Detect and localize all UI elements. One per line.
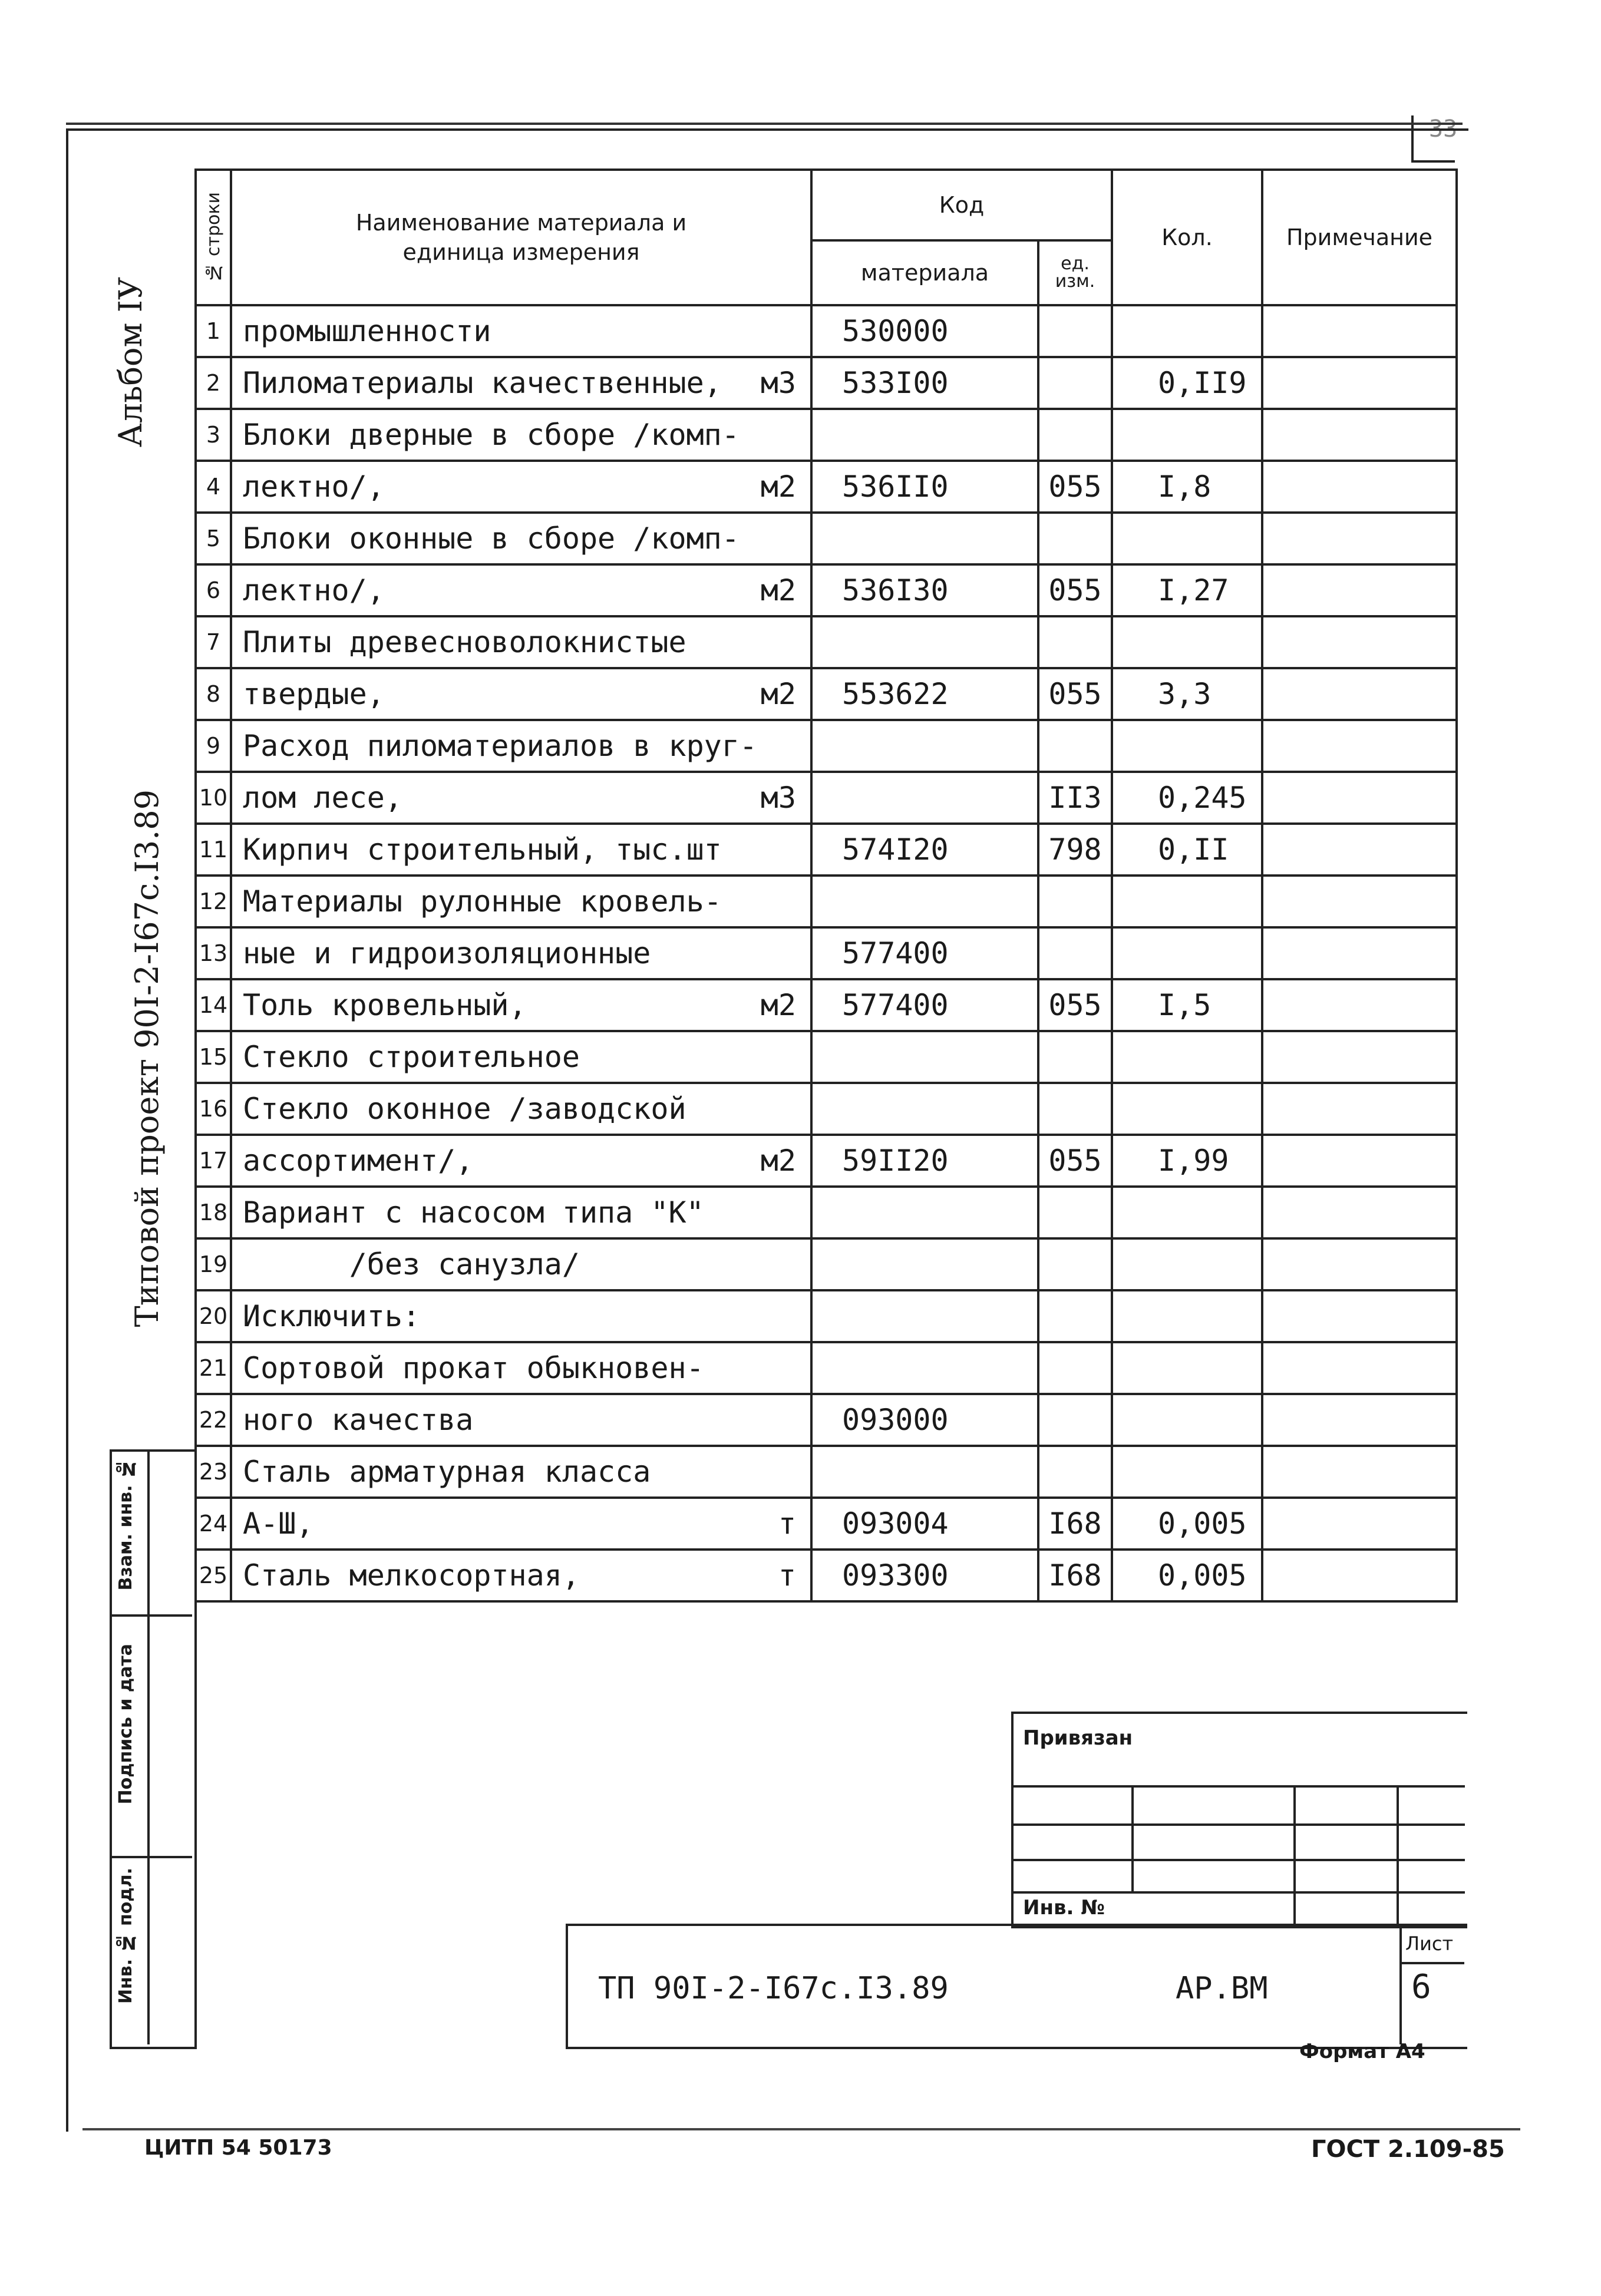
quantity xyxy=(1112,1083,1262,1135)
material-code xyxy=(811,1290,1038,1342)
material-name: Толь кровельный, xyxy=(243,988,527,1022)
table-row xyxy=(196,513,1457,564)
side-stamp-inner-line xyxy=(147,1449,150,2044)
material-code: 093004 xyxy=(811,1498,1038,1550)
material-name-cell xyxy=(231,927,811,979)
note xyxy=(1262,357,1457,409)
footer-rule xyxy=(82,2128,1520,2130)
note xyxy=(1262,772,1457,824)
table-row xyxy=(196,1135,1457,1187)
footer-left: ЦИТП 54 50173 xyxy=(144,2136,332,2160)
note xyxy=(1262,409,1457,461)
note xyxy=(1262,668,1457,720)
note xyxy=(1262,876,1457,927)
inv-no-label: Инв. № xyxy=(1023,1896,1105,1920)
unit-code xyxy=(1038,1187,1112,1238)
row-number: 8 xyxy=(196,668,231,720)
table-row xyxy=(196,409,1457,461)
unit-code: II3 xyxy=(1038,772,1112,824)
material-code xyxy=(811,720,1038,772)
material-name: промышленности xyxy=(243,314,491,348)
unit-code xyxy=(1038,1342,1112,1394)
quantity xyxy=(1112,1394,1262,1446)
material-name-cell xyxy=(231,772,811,824)
quantity: 0,245 xyxy=(1112,772,1262,824)
material-name: Блоки дверные в сборе /комп- xyxy=(243,418,740,452)
unit-code: 055 xyxy=(1038,979,1112,1031)
privyazan-vline-2 xyxy=(1293,1785,1296,1924)
side-stamp-divider-1 xyxy=(110,1614,192,1617)
table-row xyxy=(196,1083,1457,1135)
note xyxy=(1262,1550,1457,1601)
quantity: 0,005 xyxy=(1112,1498,1262,1550)
material-unit: м3 xyxy=(760,366,796,400)
note xyxy=(1262,824,1457,876)
material-code: 533I00 xyxy=(811,357,1038,409)
header-row-no: № строки xyxy=(196,170,231,305)
sheet-number-divider xyxy=(1399,1924,1402,2044)
quantity: I,27 xyxy=(1112,564,1262,616)
material-name: /без санузла/ xyxy=(243,1247,580,1281)
table-row xyxy=(196,979,1457,1031)
note xyxy=(1262,305,1457,357)
row-number: 1 xyxy=(196,305,231,357)
material-name: ные и гидроизоляционные xyxy=(243,936,651,970)
material-name: Пиломатериалы качественные, xyxy=(243,366,722,400)
material-name-cell xyxy=(231,461,811,513)
material-name: Вариант с насосом типа "К" xyxy=(243,1195,704,1230)
note xyxy=(1262,979,1457,1031)
quantity xyxy=(1112,409,1262,461)
material-name-cell xyxy=(231,1446,811,1498)
table-row xyxy=(196,1187,1457,1238)
quantity xyxy=(1112,720,1262,772)
row-number: 4 xyxy=(196,461,231,513)
material-name-cell xyxy=(231,357,811,409)
row-number: 21 xyxy=(196,1342,231,1394)
row-number: 5 xyxy=(196,513,231,564)
unit-code xyxy=(1038,305,1112,357)
table-row xyxy=(196,876,1457,927)
material-name-cell xyxy=(231,1498,811,1550)
table-row xyxy=(196,564,1457,616)
table-row xyxy=(196,357,1457,409)
material-code xyxy=(811,1031,1038,1083)
material-code xyxy=(811,1342,1038,1394)
quantity: 0,II xyxy=(1112,824,1262,876)
note xyxy=(1262,564,1457,616)
table-row xyxy=(196,1031,1457,1083)
header-code-unit: ед. изм. xyxy=(1038,240,1112,305)
unit-code xyxy=(1038,876,1112,927)
note xyxy=(1262,720,1457,772)
material-name-cell xyxy=(231,1031,811,1083)
unit-code: 055 xyxy=(1038,461,1112,513)
row-number: 10 xyxy=(196,772,231,824)
material-code xyxy=(811,513,1038,564)
material-code: 59II20 xyxy=(811,1135,1038,1187)
privyazan-vline-1 xyxy=(1131,1785,1134,1891)
material-name: Плиты древесноволокнистые xyxy=(243,625,686,659)
row-number: 17 xyxy=(196,1135,231,1187)
row-number: 22 xyxy=(196,1394,231,1446)
table-row xyxy=(196,1446,1457,1498)
unit-code xyxy=(1038,1290,1112,1342)
material-name-cell xyxy=(231,1238,811,1290)
row-number: 13 xyxy=(196,927,231,979)
note xyxy=(1262,1342,1457,1394)
header-row xyxy=(196,170,1457,240)
designation: ТП 90I-2-I67с.I3.89 xyxy=(598,1971,949,2006)
material-unit: м3 xyxy=(760,781,796,815)
row-number: 3 xyxy=(196,409,231,461)
material-name-cell xyxy=(231,876,811,927)
sheet-number: 6 xyxy=(1411,1968,1431,2006)
material-unit: т xyxy=(778,1558,796,1593)
row-number: 14 xyxy=(196,979,231,1031)
quantity: I,99 xyxy=(1112,1135,1262,1187)
material-name: ассортимент/, xyxy=(243,1144,474,1178)
unit-code: 798 xyxy=(1038,824,1112,876)
material-name-cell xyxy=(231,409,811,461)
row-number: 15 xyxy=(196,1031,231,1083)
material-code xyxy=(811,1238,1038,1290)
material-unit: м2 xyxy=(760,677,796,711)
note xyxy=(1262,1290,1457,1342)
note xyxy=(1262,1498,1457,1550)
material-name: Кирпич строительный, тыс.шт xyxy=(243,832,722,867)
unit-code xyxy=(1038,616,1112,668)
row-number: 11 xyxy=(196,824,231,876)
side-album: Альбом IУ xyxy=(112,277,149,448)
row-number: 12 xyxy=(196,876,231,927)
row-number: 7 xyxy=(196,616,231,668)
material-code: 093000 xyxy=(811,1394,1038,1446)
note xyxy=(1262,1238,1457,1290)
material-name: Стекло строительное xyxy=(243,1040,580,1074)
side-stamp-label-2: Подпись и дата xyxy=(115,1644,136,1805)
material-name: лектно/, xyxy=(243,470,385,504)
privyazan-vline-3 xyxy=(1397,1785,1399,1924)
material-code xyxy=(811,876,1038,927)
note xyxy=(1262,1446,1457,1498)
unit-code xyxy=(1038,1446,1112,1498)
material-name-cell xyxy=(231,564,811,616)
header-code-group: Код xyxy=(811,170,1112,240)
row-number: 19 xyxy=(196,1238,231,1290)
table-row xyxy=(196,720,1457,772)
quantity xyxy=(1112,1342,1262,1394)
footer-right: ГОСТ 2.109-85 xyxy=(1311,2136,1505,2163)
material-name: Сортовой прокат обыкновен- xyxy=(243,1351,704,1385)
side-stamp-label-3: Инв. № подл. xyxy=(115,1868,136,2004)
material-name-cell xyxy=(231,668,811,720)
header-qty: Кол. xyxy=(1112,170,1262,305)
quantity xyxy=(1112,1238,1262,1290)
material-name-cell xyxy=(231,616,811,668)
material-name-cell xyxy=(231,1342,811,1394)
material-code: 536I30 xyxy=(811,564,1038,616)
side-stamp-divider-2 xyxy=(110,1856,192,1858)
unit-code xyxy=(1038,357,1112,409)
unit-code xyxy=(1038,1394,1112,1446)
material-name-cell xyxy=(231,824,811,876)
header-name: Наименование материала и единица измерения xyxy=(231,170,811,305)
material-code xyxy=(811,616,1038,668)
material-name: А-Ш, xyxy=(243,1507,314,1541)
quantity xyxy=(1112,876,1262,927)
quantity: 0,005 xyxy=(1112,1550,1262,1601)
table-row xyxy=(196,1498,1457,1550)
material-code: 536II0 xyxy=(811,461,1038,513)
unit-code xyxy=(1038,1031,1112,1083)
unit-code xyxy=(1038,409,1112,461)
material-name: Исключить: xyxy=(243,1299,421,1333)
material-name: лектно/, xyxy=(243,573,385,607)
unit-code: 055 xyxy=(1038,564,1112,616)
material-name: Стекло оконное /заводской xyxy=(243,1092,686,1126)
material-code: 093300 xyxy=(811,1550,1038,1601)
material-name-cell xyxy=(231,1394,811,1446)
note xyxy=(1262,927,1457,979)
unit-code xyxy=(1038,1238,1112,1290)
material-name: Сталь мелкосортная, xyxy=(243,1558,580,1593)
table-row xyxy=(196,1394,1457,1446)
material-unit: м2 xyxy=(760,1144,796,1178)
note xyxy=(1262,1135,1457,1187)
quantity xyxy=(1112,1031,1262,1083)
quantity xyxy=(1112,616,1262,668)
row-number: 9 xyxy=(196,720,231,772)
quantity xyxy=(1112,305,1262,357)
top-border xyxy=(66,123,1463,125)
quantity: 3,3 xyxy=(1112,668,1262,720)
privyazan-label: Привязан xyxy=(1023,1726,1133,1750)
table-row xyxy=(196,305,1457,357)
material-code: 577400 xyxy=(811,979,1038,1031)
note xyxy=(1262,513,1457,564)
quantity xyxy=(1112,927,1262,979)
header-code-material: материала xyxy=(811,240,1038,305)
table-row xyxy=(196,461,1457,513)
material-name-cell xyxy=(231,979,811,1031)
unit-code: 055 xyxy=(1038,668,1112,720)
unit-code: 055 xyxy=(1038,1135,1112,1187)
unit-code xyxy=(1038,1083,1112,1135)
materials-table xyxy=(194,169,1458,1603)
material-code: 574I20 xyxy=(811,824,1038,876)
note xyxy=(1262,1394,1457,1446)
sheet-corner-number: 33 xyxy=(1429,115,1458,143)
quantity xyxy=(1112,513,1262,564)
section-code: АР.ВМ xyxy=(1176,1971,1268,2006)
sheet-label-divider xyxy=(1399,1962,1464,1964)
row-number: 25 xyxy=(196,1550,231,1601)
note xyxy=(1262,1187,1457,1238)
material-unit: м2 xyxy=(760,573,796,607)
material-name: Материалы рулонные кровель- xyxy=(243,884,722,919)
side-project-title: Типовой проект 90I-2-I67с.I3.89 xyxy=(128,789,166,1327)
table-row xyxy=(196,824,1457,876)
material-name: лом лесе, xyxy=(243,781,402,815)
table-row xyxy=(196,772,1457,824)
material-name-cell xyxy=(231,1083,811,1135)
material-name-cell xyxy=(231,1135,811,1187)
quantity xyxy=(1112,1187,1262,1238)
side-stamp-label-1: Взам. инв. № xyxy=(115,1458,136,1591)
quantity xyxy=(1112,1446,1262,1498)
row-number: 18 xyxy=(196,1187,231,1238)
material-code: 530000 xyxy=(811,305,1038,357)
row-number: 20 xyxy=(196,1290,231,1342)
table-row xyxy=(196,1550,1457,1601)
material-unit: м2 xyxy=(760,470,796,504)
unit-code: I68 xyxy=(1038,1498,1112,1550)
unit-code xyxy=(1038,927,1112,979)
row-number: 2 xyxy=(196,357,231,409)
table-row xyxy=(196,616,1457,668)
material-name-cell xyxy=(231,305,811,357)
table-row xyxy=(196,927,1457,979)
material-name: Расход пиломатериалов в круг- xyxy=(243,729,757,763)
material-code xyxy=(811,1187,1038,1238)
table-row xyxy=(196,668,1457,720)
format-label: Формат А4 xyxy=(1299,2040,1425,2063)
material-name-cell xyxy=(231,1290,811,1342)
note xyxy=(1262,461,1457,513)
table-row xyxy=(196,1290,1457,1342)
material-unit: т xyxy=(778,1507,796,1541)
table-row xyxy=(196,1342,1457,1394)
material-name: Сталь арматурная класса xyxy=(243,1455,651,1489)
material-name-cell xyxy=(231,513,811,564)
material-code: 553622 xyxy=(811,668,1038,720)
quantity: I,8 xyxy=(1112,461,1262,513)
quantity: I,5 xyxy=(1112,979,1262,1031)
material-name: твердые, xyxy=(243,677,385,711)
unit-code xyxy=(1038,720,1112,772)
row-number: 16 xyxy=(196,1083,231,1135)
row-number: 23 xyxy=(196,1446,231,1498)
row-number: 24 xyxy=(196,1498,231,1550)
row-number: 6 xyxy=(196,564,231,616)
unit-code xyxy=(1038,513,1112,564)
table-row xyxy=(196,1238,1457,1290)
material-code: 577400 xyxy=(811,927,1038,979)
sheet-label: Лист xyxy=(1405,1932,1454,1955)
note xyxy=(1262,1031,1457,1083)
note xyxy=(1262,1083,1457,1135)
material-name: ного качества xyxy=(243,1403,474,1437)
material-code xyxy=(811,772,1038,824)
unit-code: I68 xyxy=(1038,1550,1112,1601)
material-code xyxy=(811,1083,1038,1135)
quantity: 0,II9 xyxy=(1112,357,1262,409)
material-name-cell xyxy=(231,720,811,772)
material-name-cell xyxy=(231,1187,811,1238)
material-name-cell xyxy=(231,1550,811,1601)
material-unit: м2 xyxy=(760,988,796,1022)
quantity xyxy=(1112,1290,1262,1342)
material-code xyxy=(811,1446,1038,1498)
material-code xyxy=(811,409,1038,461)
material-name: Блоки оконные в сборе /комп- xyxy=(243,521,740,556)
header-note: Примечание xyxy=(1262,170,1457,305)
note xyxy=(1262,616,1457,668)
